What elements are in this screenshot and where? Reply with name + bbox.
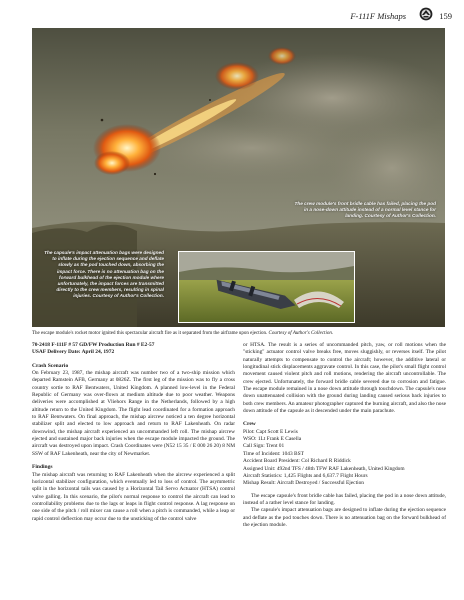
page-number: 159: [439, 11, 452, 21]
escape-capsule-photo: [178, 251, 355, 323]
crew-item: Accident Board President: Col Richard R Riddick: [243, 458, 351, 465]
crew-item: Aircraft Statistics: 1,425 Flights and 6,637.7 Flight Hours: [243, 472, 368, 479]
photo-caption-text: The escape module's rocket motor ignited this spectacular aircraft fire as it separated from the airframe upon ejection.: [32, 331, 268, 336]
running-title: F-111F Mishaps: [350, 11, 406, 21]
crew-heading: Crew: [243, 421, 256, 428]
crew-item: Pilot: Capt Scott E Lewis: [243, 428, 298, 435]
crew-item: Assigned Unit: 492nd TFS / 48th TFW RAF Lakenheath, United Kingdom: [243, 465, 405, 472]
attenuation-bag-caption: The capsule's impact attenuation bags were designed to inflate during the ejection sequence and deflate slowly as the pod touched down, absorbing the impact force. There is no attenuation bag on the forward bulkhead of the ejection module where unfortunately, the impact forces are transmitted directly to the crew members, resulting in spinal injuries. Courtesy of Author's Collection.: [44, 250, 164, 299]
findings-text: The mishap aircraft was returning to RAF Lakenheath when the aircrew experienced a split horizontal stabilizer configuration, which eventually led to loss of control. The asymmetric split in the horizontal tails was caused by a Horizontal Tail Servo Actuator (HTSA) control valve galling. In this scenario, the pilot's normal response to control the aircraft can lead to controllability problems due to the lags or leaps in flight control response. A lag response on one side of the pitch / roll mixer can cause a roll when a pitch is commanded, while a leap or rapid control deflection may occur due to the unsticking of the control valve: [32, 471, 235, 522]
photo-credit: Courtesy of Author's Collection.: [268, 331, 334, 336]
squadron-emblem-icon: [419, 7, 433, 21]
closing-paragraph-2: The capsule's impact attenuation bags are designed to inflate during the ejection sequence and deflate as the pod touches down. There is no attenuation bag on the forward bulkhead of the ejection module.: [243, 507, 446, 528]
capsule-photo-caption: The crew module's front bridle cable has failed, placing the pod in a nose-down attitude instead of a normal level stance for landing. Courtesy of Author's Collection.: [294, 201, 436, 219]
crash-scenario-text: On February 23, 1987, the mishap aircraft was number two of a two-ship mission which departed Ramstein AFB, Germany at 0826Z. The first leg of the mission was to fly a cross country sortie to RAF Bentwaters, United Kingdom. A planned low-level in the Federal Republic of Germany was over-flown at medium altitude due to poor weather. Weapons deliveries were accomplished at Vliehors Range in the Netherlands, followed by a high altitude return to the United Kingdom. The flight lead coordinated for a formation approach to RAF Bentwaters. On final approach, the mishap aircrew noticed a ten degree horizontal stabilizer split and elected to low approach and return to RAF Lakenheath. On radar downwind, the mishap aircraft experienced an uncommanded left roll. The mishap aircrew ejected and sustained major back injuries when the escape module impacted the ground. The aircraft was destroyed upon impact. Crash Coordinates were (N52 15 35 / E 000 26 20) 8 NM SSW of RAF Lakenheath, near the city of Newmarket.: [32, 370, 235, 457]
article-right-column: [243, 342, 446, 529]
crash-scenario-heading: Crash Scenario: [32, 362, 69, 369]
article-left-column: [32, 342, 235, 523]
crew-item: WSO: 1Lt Frank E Casella: [243, 436, 302, 443]
crew-item: Call Sign: Trent 01: [243, 443, 285, 450]
photo-caption: [32, 331, 444, 337]
crew-item: Time of Incident: 1043 BST: [243, 450, 304, 457]
findings-heading: Findings: [32, 464, 53, 471]
crew-item: Mishap Result: Aircraft Destroyed / Successful Ejection: [243, 480, 364, 487]
aircraft-heading: 70-2418 F-111F # 57 GD/FW Production Run # E2-57: [32, 342, 155, 348]
closing-paragraph-1: The escape capsule's front bridle cable has failed, placing the pod in a nose down attitude, instead of a rather level stance for landing.: [243, 492, 446, 506]
delivery-date-heading: USAF Delivery Date: April 24, 1972: [32, 349, 115, 356]
crew-list: [243, 429, 446, 488]
findings-continued-text: or HTSA. The result is a series of uncommanded pitch, yaw, or roll motions when the "sticking" actuator control valve breaks free, moves sluggishly, or reverses itself. The pilot naturally attempts to compensate to control the aircraft; however, the additive lateral or longitudinal stick displacements aggravate control. In this case, the pilot's small flight control movement caused violent pitch and roll motions, rendering the aircraft uncontrollable. The crew ejected. Unfortunately, the forward bridle cable severed due to corrosion and fatigue. The escape module remained in a nose down attitude through touchdown. The capsule's nose down unattenuated collision with the ground during landing caused serious back injuries to both crew members. An amateur photographer captured the burning aircraft, and also the nose down attitude of the capsule as it descended under the main parachute.: [243, 342, 446, 415]
